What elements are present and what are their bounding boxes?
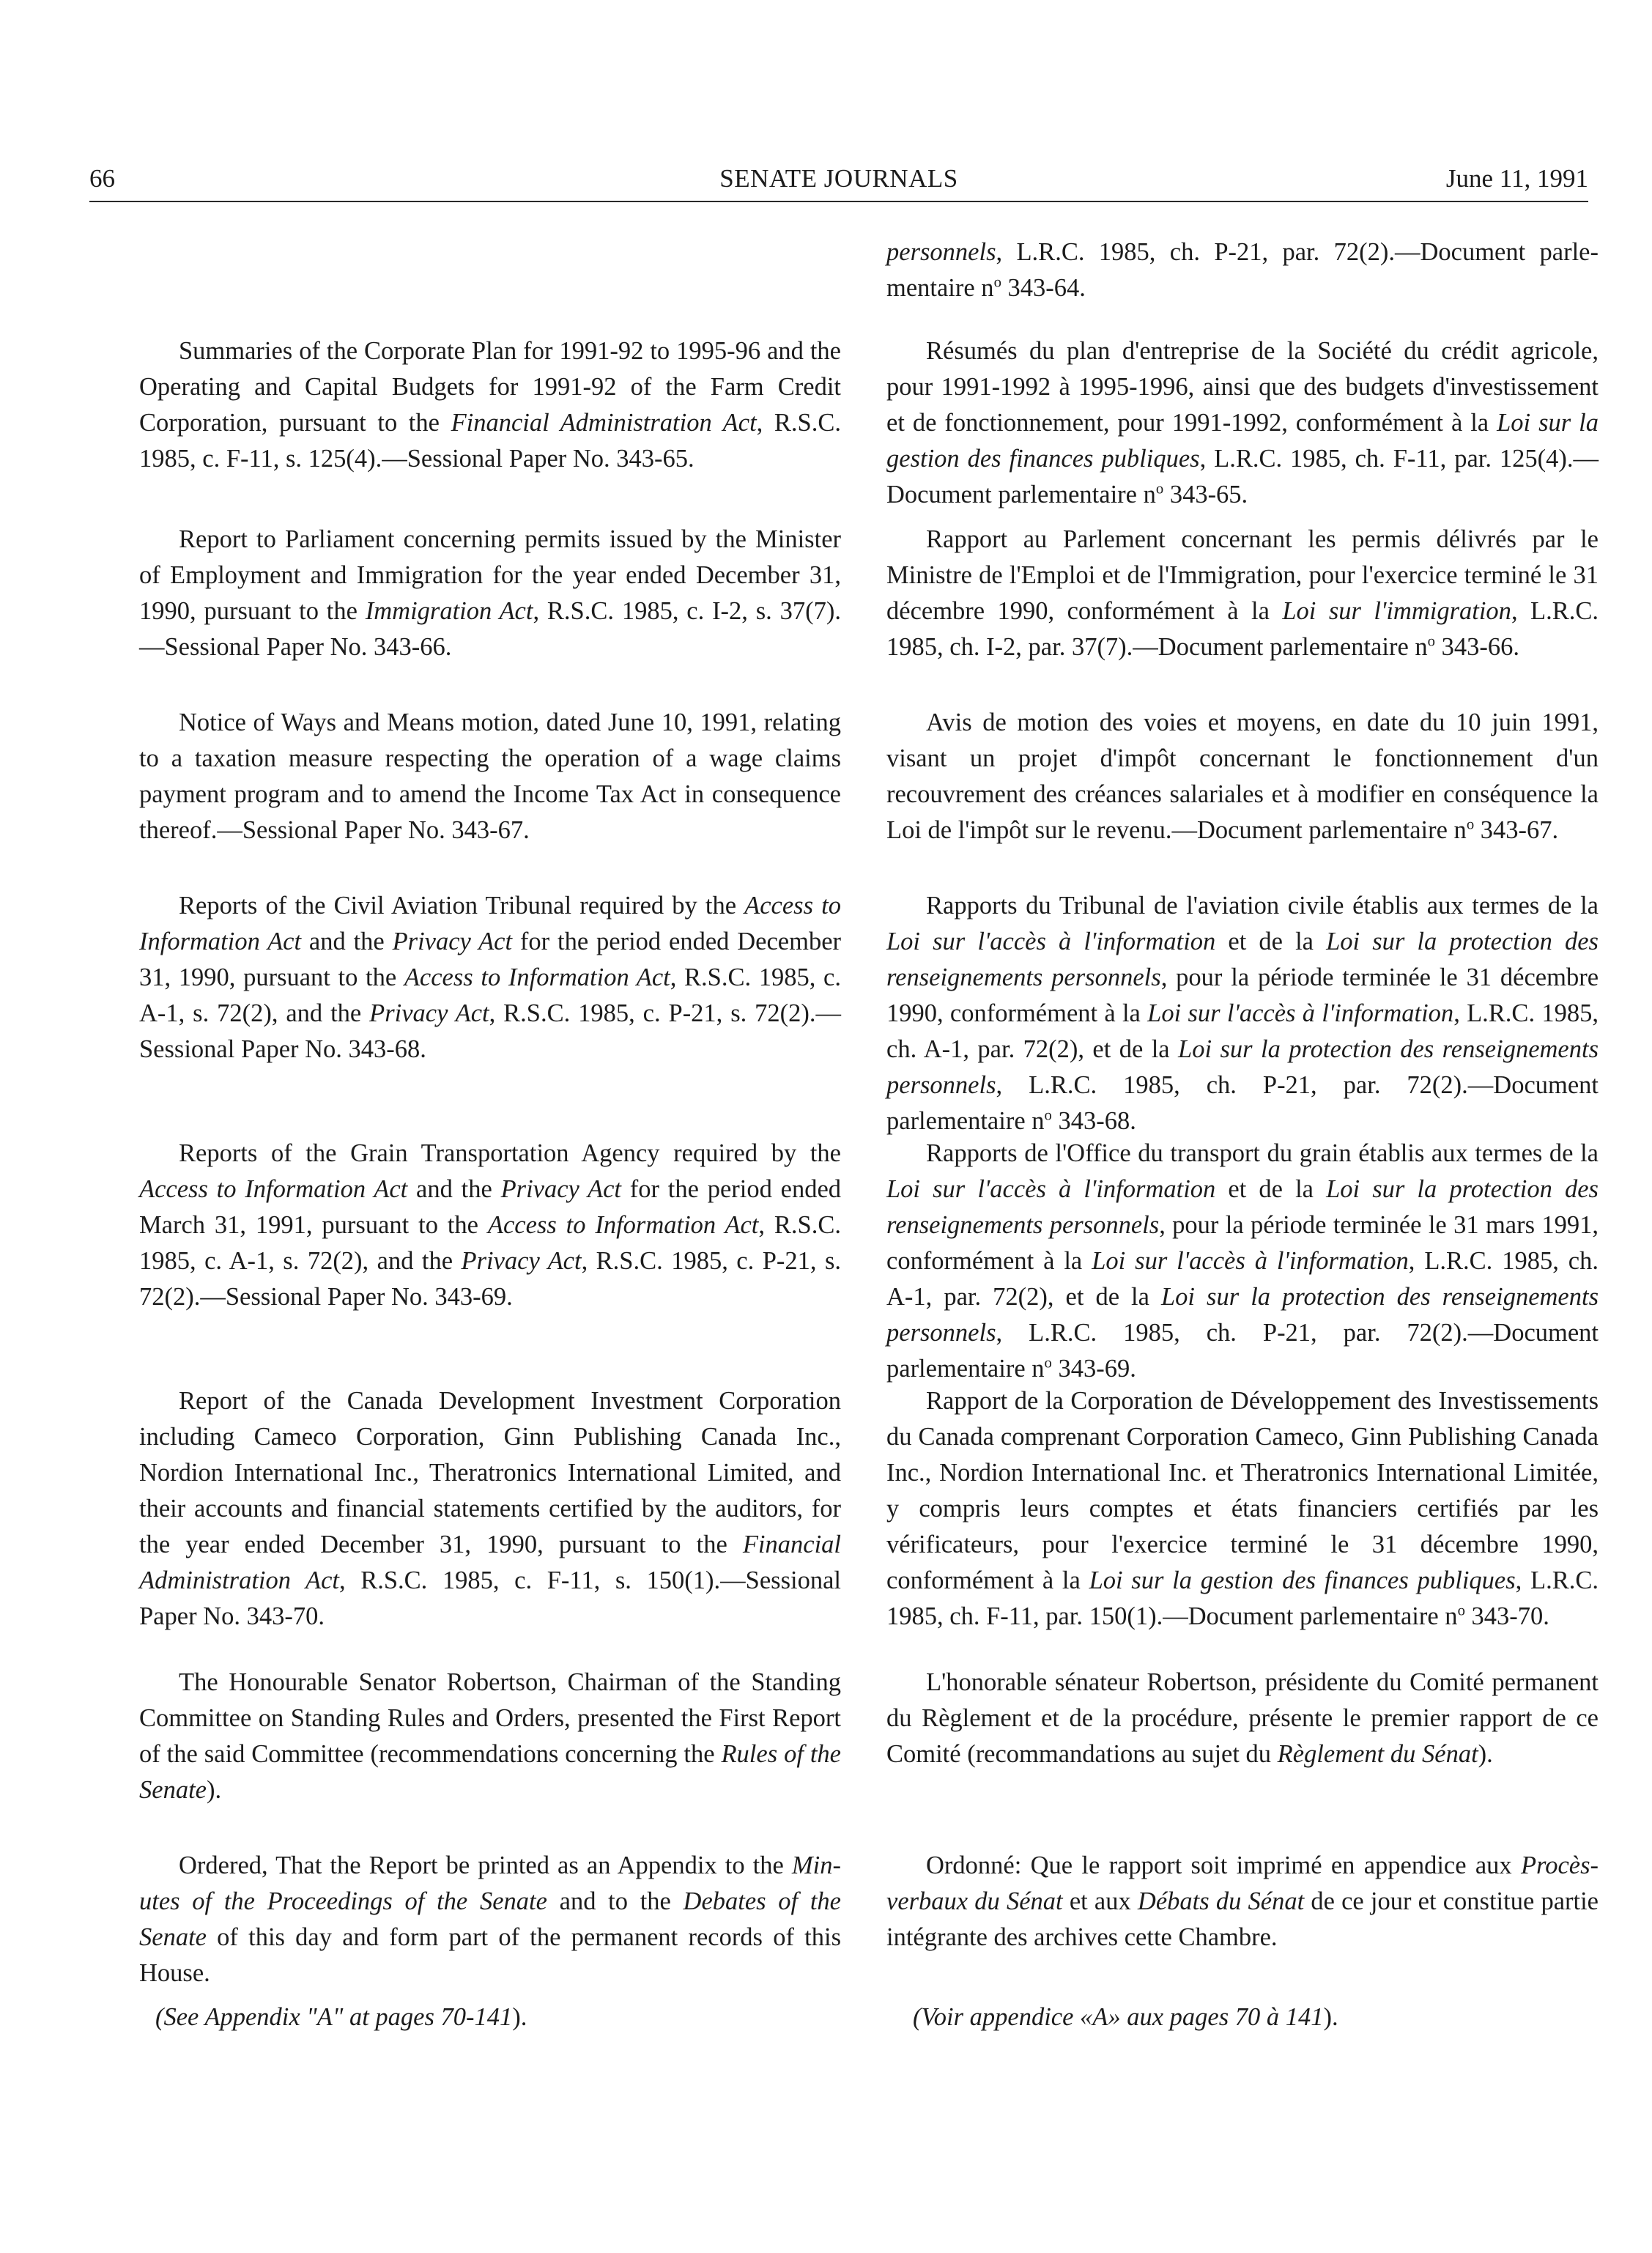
document-343-70-fr: Rapport de la Corporation de Développement des Investissements du Canada comprenant Corporation Cameco, Ginn Publishing Canada Inc., Nordion International Inc. et Theratronics International Limitée, y compris leurs comptes et états financiers certifiés par les vérificateurs, pour l'exercice terminé le 31 décembre 1990, conformément à la Loi sur la gestion des finances publiques, L.R.C. 1985, ch. F-11, par. 150(1).—Document parlementaire $n^o$ 343-70. (886, 1387, 1599, 1630)
sessional-paper-343-66-en: Report to Parliament concerning permits issued by the Minister of Employment and Immigration for the year ended December 31, 1990, pursuant to the Immigration Act, R.S.C. 1985, c. I-2, s. 37(7).—Sessional Paper No. 343-66. (139, 525, 841, 661)
order-appendix-fr: Ordonné: Que le rapport soit imprimé en appendice aux Procès-verbaux du Sénat et aux Débats du Sénat de ce jour et constitue partie intégrante des archives cette Chambre. (886, 1851, 1599, 1951)
appendix-reference-fr: (Voir appendice «A» aux pages 70 à 141). (913, 2003, 1338, 2031)
page-header (89, 160, 1588, 202)
continuation-343-64-fr: personnels, L.R.C. 1985, ch. P-21, par. 72(2).—Document parlementaire $n^o$ 343-64. (886, 238, 1599, 302)
appendix-reference-en: (See Appendix "A" at pages 70-141). (155, 2003, 527, 2031)
page-number: 66 (89, 164, 115, 193)
journal-title: SENATE JOURNALS (719, 164, 958, 193)
document-343-67-fr: Avis de motion des voies et moyens, en date du 10 juin 1991, visant un projet d'impôt concernant le fonctionnement d'un recouvrement des créances salariales et à modifier en conséquence la Loi de l'impôt sur le revenu.—Document parlementaire $n^o$ 343-67. (886, 709, 1599, 844)
order-appendix-en: Ordered, That the Report be printed as an Appendix to the Minutes of the Proceedings of the Senate and to the Debates of the Senate of this day and form part of the permanent records of this House. (139, 1851, 841, 1987)
sessional-paper-343-68-en: Reports of the Civil Aviation Tribunal required by the Access to Information Act and the Privacy Act for the period ended December 31, 1990, pursuant to the Access to Information Act, R.S.C. 1985, c. A-1, s. 72(2), and the Privacy Act, R.S.C. 1985, c. P-21, s. 72(2).—Sessional Paper No. 343-68. (139, 892, 842, 1063)
committee-report-fr: L'honorable sénateur Robertson, présidente du Comité permanent du Règlement et de la procédure, présente le premier rapport de ce Comité (recommandations au sujet du Règlement du Sénat). (886, 1668, 1599, 1768)
page-date: June 11, 1991 (1445, 164, 1588, 193)
document-343-65-fr: Résumés du plan d'entreprise de la Société du crédit agricole, pour 1991-1992 à 1995-1996, ainsi que des budgets d'investissement et de fonctionnement, pour 1991-1992, conformément à la Loi sur la gestion des finances publiques, L.R.C. 1985, ch. F-11, par. 125(4).—Document parlementaire $n^o$ 343-65. (886, 337, 1599, 508)
sessional-paper-343-69-en: Reports of the Grain Transportation Agency required by the Access to Information Act and the Privacy Act for the period ended March 31, 1991, pursuant to the Access to Information Act, R.S.C. 1985, c. A-1, s. 72(2), and the Privacy Act, R.S.C. 1985, c. P-21, s. 72(2).—Sessional Paper No. 343-69. (139, 1139, 842, 1311)
sessional-paper-343-67-en: Notice of Ways and Means motion, dated June 10, 1991, relating to a taxation measure respecting the operation of a wage claims payment program and to amend the Income Tax Act in consequence thereof.—Sessional Paper No. 343-67. (139, 709, 841, 844)
document-343-69-fr: Rapports de l'Office du transport du grain établis aux termes de la Loi sur l'accès à l'information et de la Loi sur la protection des renseignements personnels, pour la période terminée le 31 mars 1991, conformément à la Loi sur l'accès à l'information, L.R.C. 1985, ch. A-1, par. 72(2), et de la Loi sur la protection des renseignements personnels, L.R.C. 1985, ch. P-21, par. 72(2).—Document parlementaire $n^o$ 343-69. (886, 1139, 1599, 1383)
sessional-paper-343-65-en: Summaries of the Corporate Plan for 1991-92 to 1995-96 and the Operating and Capital Budgets for 1991-92 of the Farm Credit Corporation, pursuant to the Financial Administration Act, R.S.C. 1985, c. F-11, s. 125(4).—Sessional Paper No. 343-65. (139, 337, 841, 473)
document-343-66-fr: Rapport au Parlement concernant les permis délivrés par le Ministre de l'Emploi et de l'Immigration, pour l'exercice terminé le 31 décembre 1990, conformément à la Loi sur l'immigration, L.R.C. 1985, ch. I-2, par. 37(7).—Document parlementaire $n^o$ 343-66. (886, 525, 1599, 661)
sessional-paper-343-70-en: Report of the Canada Development Investment Corporation including Cameco Corporation, Ginn Publishing Canada Inc., Nordion International Inc., Theratronics International Limited, and their accounts and financial statements certified by the auditors, for the year ended December 31, 1990, pursuant to the Financial Administration Act, R.S.C. 1985, c. F-11, s. 150(1).—Sessional Paper No. 343-70. (139, 1387, 841, 1630)
committee-report-en: The Honourable Senator Robertson, Chairman of the Standing Committee on Standing Rules and Orders, presented the First Report of the said Committee (recommendations concerning the Rules of the Senate). (139, 1668, 841, 1804)
document-343-68-fr: Rapports du Tribunal de l'aviation civile établis aux termes de la Loi sur l'accès à l'information et de la Loi sur la protection des renseignements personnels, pour la période terminée le 31 décembre 1990, conformément à la Loi sur l'accès à l'information, L.R.C. 1985, ch. A-1, par. 72(2), et de la Loi sur la protection des renseignements personnels, L.R.C. 1985, ch. P-21, par. 72(2).—Document parlementaire $n^o$ 343-68. (886, 892, 1599, 1135)
